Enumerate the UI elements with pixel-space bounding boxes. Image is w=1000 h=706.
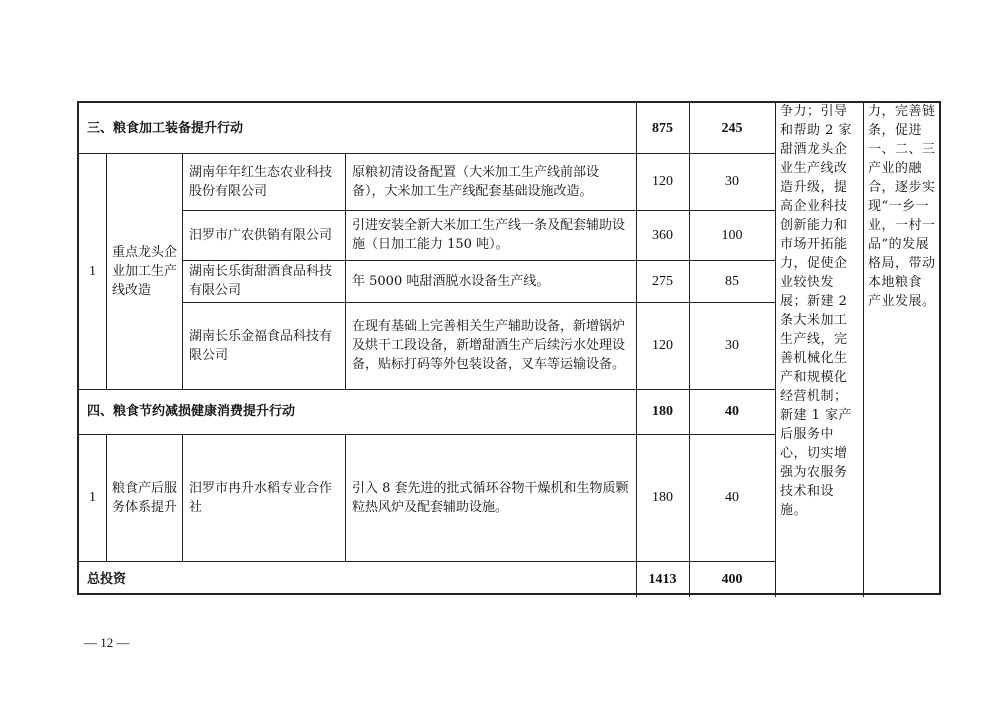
- project-content: 引入 8 套先进的批式循环谷物干燥机和生物质颗粒热风炉及配套辅助设施。: [352, 480, 629, 515]
- project-content: 年 5000 吨甜酒脱水设备生产线。: [352, 273, 550, 289]
- investment-amount: 360: [652, 227, 673, 243]
- section-title: 四、粮食节约减损健康消费提升行动: [87, 404, 296, 419]
- project-content: 引进安装全新大米加工生产线一条及配套辅助设施（日加工能力 150 吨）。: [352, 218, 626, 252]
- subsidy-amount: 30: [725, 174, 739, 189]
- row-index: 1: [89, 490, 96, 505]
- side-notes-effects: 力，完善链 条，促进 一、二、三 产业的融 合，逐步实 现“一乡一 业，一村一 品”的发展 格局，带动 本地粮食 产业发展。: [868, 104, 936, 309]
- investment-amount: 120: [652, 338, 673, 353]
- section-amount: 180: [652, 404, 673, 419]
- section-title: 三、粮食加工装备提升行动: [87, 120, 244, 136]
- investment-amount: 275: [652, 273, 673, 289]
- company-name: 汨罗市冉升水稻专业合作社: [189, 480, 333, 515]
- subsidy-amount: 100: [721, 227, 743, 243]
- investment-amount: 180: [652, 490, 673, 505]
- company-name: 湖南年年红生态农业科技股份有限公司: [189, 164, 333, 199]
- total-label: 总投资: [87, 571, 127, 587]
- company-name: 湖南长乐金福食品科技有限公司: [189, 328, 333, 363]
- section-amount: 875: [652, 120, 673, 136]
- project-category: 粮食产后服务体系提升: [112, 480, 178, 515]
- side-notes-goals: 争力；引导 和帮助 2 家 甜酒龙头企 业生产线改 造升级，提 高企业科技 创新能力和 市场开拓能 力，促使企 业较快发 展；新建 2 条大米加工 生产线，完 善机械化生 产和规模化 经营机制； 新建 1 家产 后服务中 心，切实增 强为农服务 技术和设 施。: [780, 104, 853, 518]
- project-content: 在现有基础上完善相关生产辅助设备，新增锅炉及烘干工段设备，新增甜酒生产后续污水处理设备，贴标打码等外包装设备，叉车等运输设备。: [352, 319, 626, 372]
- total-subsidy: 400: [721, 571, 743, 587]
- project-category: 重点龙头企业加工生产线改造: [112, 244, 178, 298]
- investment-amount: 120: [652, 174, 673, 189]
- total-amount: 1413: [648, 571, 677, 587]
- company-name: 汨罗市广农供销有限公司: [189, 227, 333, 243]
- row-index: 1: [89, 263, 96, 279]
- project-content: 原粮初清设备配置（大米加工生产线前部设备），大米加工生产线配套基础设施改造。: [352, 164, 600, 199]
- subsidy-amount: 40: [725, 490, 739, 505]
- page-number: — 12 —: [84, 635, 130, 650]
- investment-table: [77, 101, 941, 595]
- section-subsidy: 40: [725, 404, 739, 419]
- subsidy-amount: 30: [725, 338, 739, 353]
- subsidy-amount: 85: [725, 273, 739, 289]
- company-name: 湖南长乐街甜酒食品科技有限公司: [189, 264, 333, 298]
- section-subsidy: 245: [721, 120, 743, 136]
